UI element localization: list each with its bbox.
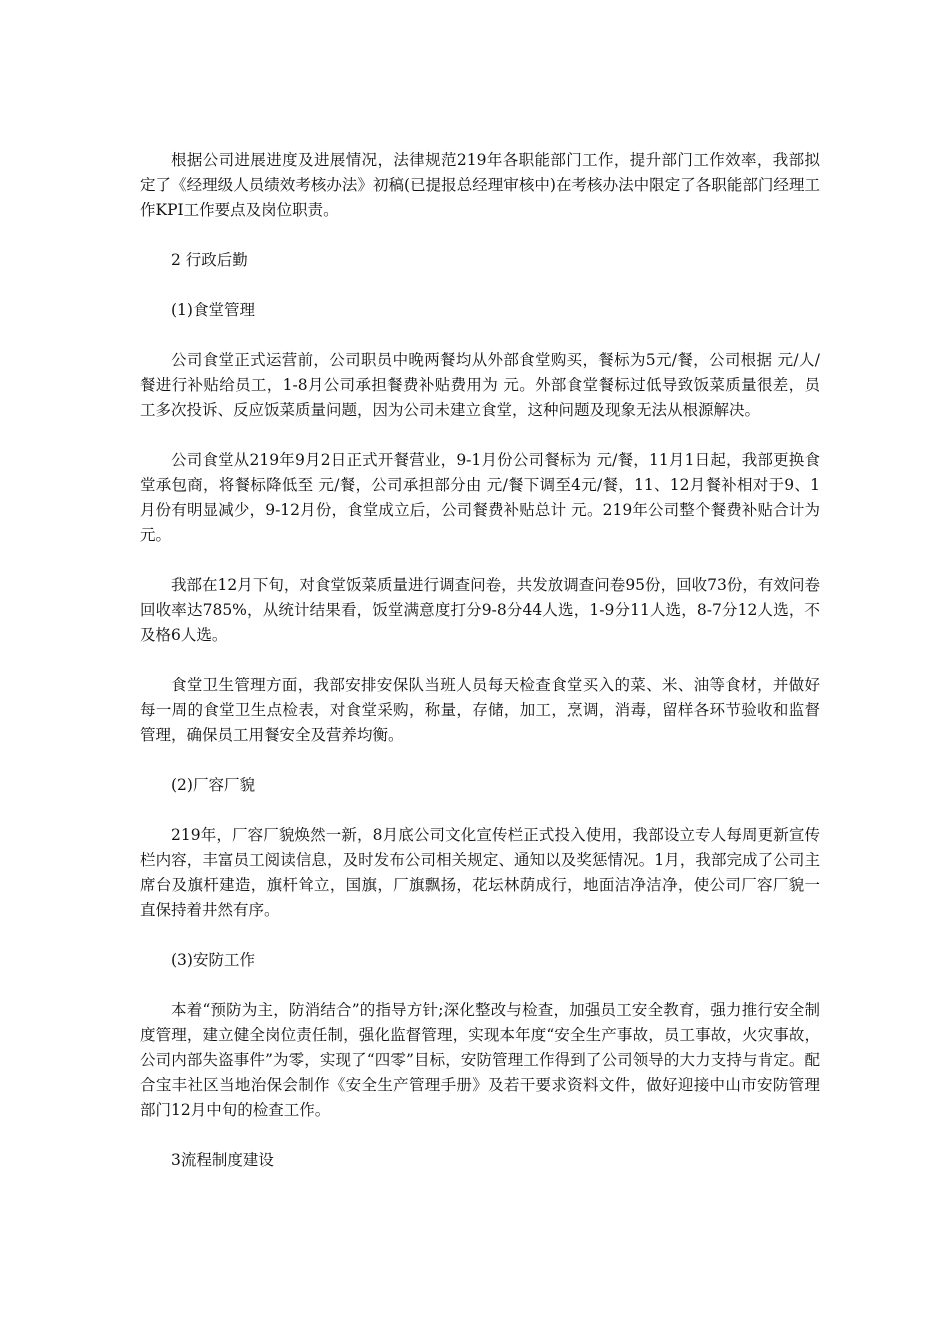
section-heading-process-system: 3流程制度建设 bbox=[171, 1151, 274, 1169]
paragraph-security: 本着“预防为主，防消结合”的指导方针;深化整改与检查，加强员工安全教育，强力推行安全制度管理，建立健全岗位责任制，强化监督管理，实现本年度“安全生产事故，员工事故，火灾事故，公司内部失盗事件”为零，实现了“四零”目标，安防管理工作得到了公司领导的大力支持与肯定。配合宝丰社区当地治保会制作《安全生产管理手册》及若干要求资料文件，做好迎接中山市安防管理部门12月中旬的检查工作。 bbox=[140, 1001, 820, 1119]
subsection-heading-security: (3)安防工作 bbox=[171, 951, 255, 969]
subsection-heading-factory-appearance: (2)厂容厂貌 bbox=[171, 776, 255, 794]
paragraph-canteen-hygiene: 食堂卫生管理方面，我部安排安保队当班人员每天检查食堂买入的菜、米、油等食材，并做好每一周的食堂卫生点检表，对食堂采购，称量，存储，加工，烹调，消毒，留样各环节验收和监督管理，确保员工用餐安全及营养均衡。 bbox=[140, 676, 820, 744]
paragraph-canteen-survey: 我部在12月下旬，对食堂饭菜质量进行调查问卷，共发放调查问卷95份，回收73份，有效问卷回收率达785%，从统计结果看，饭堂满意度打分9-8分44人选，1-9分11人选，8-7分12人选，不及格6人选。 bbox=[140, 576, 820, 644]
subsection-heading-canteen: (1)食堂管理 bbox=[171, 301, 255, 319]
paragraph-factory-appearance: 219年，厂容厂貌焕然一新，8月底公司文化宣传栏正式投入使用，我部设立专人每周更新宣传栏内容，丰富员工阅读信息，及时发布公司相关规定、通知以及奖惩情况。1月，我部完成了公司主席台及旗杆建造，旗杆耸立，国旗，厂旗飘扬，花坛林荫成行，地面洁净洁净，使公司厂容厂貌一直保持着井然有序。 bbox=[140, 826, 820, 919]
paragraph-canteen-opening: 公司食堂从219年9月2日正式开餐营业，9-1月份公司餐标为 元/餐，11月1日起，我部更换食堂承包商，将餐标降低至 元/餐，公司承担部分由 元/餐下调至4元/餐，11、12月餐补相对于9、1月份有明显减少，9-12月份，食堂成立后，公司餐费补贴总计 元。219年公司整个餐费补贴合计为 元。 bbox=[140, 451, 820, 544]
document-page bbox=[140, 148, 820, 1198]
paragraph-performance-assessment: 根据公司进展进度及进展情况，法律规范219年各职能部门工作，提升部门工作效率，我部拟定了《经理级人员绩效考核办法》初稿(已提报总经理审核中)在考核办法中限定了各职能部门经理工作KPI工作要点及岗位职责。 bbox=[140, 151, 820, 219]
section-heading-admin-logistics: 2 行政后勤 bbox=[171, 251, 248, 269]
paragraph-canteen-before: 公司食堂正式运营前，公司职员中晚两餐均从外部食堂购买，餐标为5元/餐，公司根据 元/人/餐进行补贴给员工，1-8月公司承担餐费补贴费用为 元。外部食堂餐标过低导致饭菜质量很差，员工多次投诉、反应饭菜质量问题，因为公司未建立食堂，这种问题及现象无法从根源解决。 bbox=[140, 351, 820, 419]
